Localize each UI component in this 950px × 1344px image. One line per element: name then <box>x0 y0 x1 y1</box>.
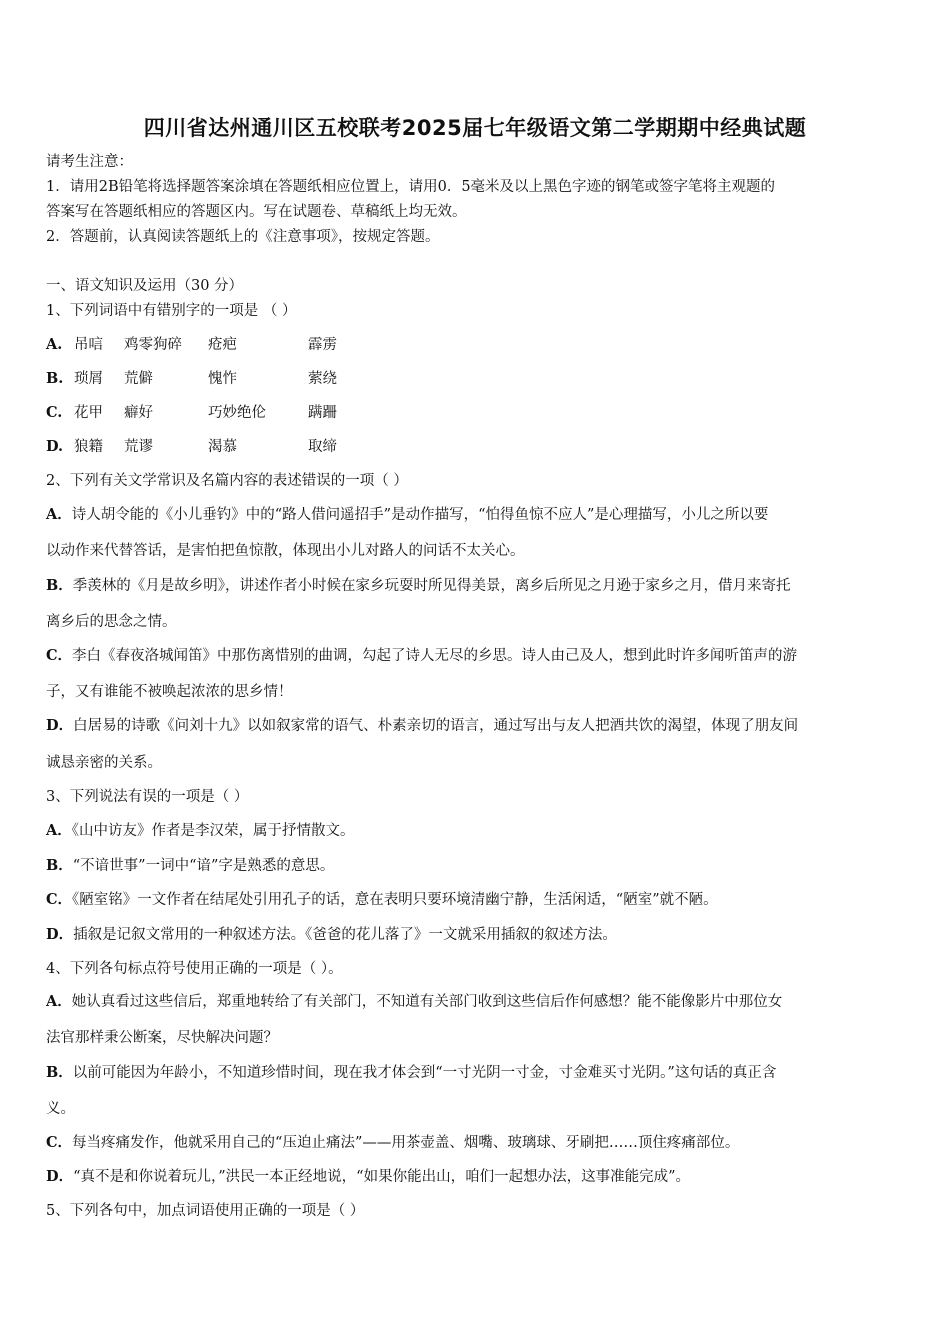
option-letter: A． <box>46 822 72 839</box>
question-2-option-b-line1 <box>46 577 916 595</box>
question-4-option-c <box>46 1134 916 1152</box>
option-letter: C． <box>46 1134 73 1151</box>
option-letter: C. <box>46 404 63 421</box>
option-word: 荒僻 <box>124 371 153 387</box>
option-letter: A． <box>46 993 72 1010</box>
question-3-option-a <box>46 822 916 840</box>
option-text: 《山中访友》作者是李汉荣，属于抒情散文。 <box>71 823 355 839</box>
option-word: 巧妙绝伦 <box>208 405 266 421</box>
question-1-option-a <box>46 336 337 354</box>
notice-heading: 请考生注意： <box>46 154 133 170</box>
option-text: “真不是和你说着玩儿，”洪民一本正经地说，“如果你能出山，咱们一起想办法，这事准能完成”。 <box>73 1169 690 1185</box>
option-word: 花甲 <box>74 405 103 421</box>
question-1-stem: 1、下列词语中有错别字的一项是 （ ） <box>46 303 297 319</box>
question-1-option-b <box>46 370 337 388</box>
option-letter: C． <box>46 891 73 908</box>
option-text: 每当疼痛发作，他就采用自己的“压迫止痛法”——用茶壶盖、烟嘴、玻璃球、牙刷把……顶住疼痛部位。 <box>72 1135 740 1151</box>
option-word: 萦绕 <box>308 371 337 387</box>
option-letter: D． <box>46 1168 74 1185</box>
page-title: 四川省达州通川区五校联考2025届七年级语文第二学期期中经典试题 <box>143 116 807 140</box>
option-text: 以前可能因为年龄小，不知道珍惜时间，现在我才体会到“一寸光阴一寸金，寸金难买寸光阴。”这句话的真正含 <box>72 1065 777 1081</box>
question-3-option-b <box>46 857 916 875</box>
option-word: 癖好 <box>124 405 153 421</box>
option-word: 霹雳 <box>308 337 337 353</box>
option-text: 《陋室铭》一文作者在结尾处引用孔子的话，意在表明只要环境清幽宁静，生活闲适，“陋室”就不陋。 <box>72 892 718 908</box>
question-2-option-a-line1 <box>46 506 916 524</box>
question-4-option-b-line1 <box>46 1064 916 1082</box>
option-text: 诗人胡令能的《小儿垂钓》中的“路人借问遥招手”是动作描写，“怕得鱼惊不应人”是心理描写，小儿之所以要 <box>71 507 769 523</box>
question-4-option-a-line1 <box>46 993 916 1011</box>
option-word: 狼籍 <box>74 439 103 455</box>
option-word: 取缔 <box>308 439 337 455</box>
question-5-stem: 5、下列各句中，加点词语使用正确的一项是（ ） <box>46 1203 365 1219</box>
notice-line-1b: 答案写在答题纸相应的答题区内。写在试题卷、草稿纸上均无效。 <box>46 204 467 220</box>
question-4-option-b-line2: 义。 <box>46 1101 75 1117</box>
option-text: 李白《春夜洛城闻笛》中那伤离惜别的曲调，勾起了诗人无尽的乡思。诗人由己及人，想到此时许多闻听笛声的游 <box>72 648 798 664</box>
option-letter: A． <box>46 506 72 523</box>
option-letter: C． <box>46 647 73 664</box>
option-letter: B. <box>46 370 64 387</box>
option-letter: D． <box>46 717 74 734</box>
question-2-stem: 2、下列有关文学常识及名篇内容的表述错误的一项（ ） <box>46 473 408 489</box>
option-word: 吊唁 <box>74 337 103 353</box>
option-word: 琐屑 <box>74 371 103 387</box>
option-letter: D. <box>46 438 64 455</box>
section-heading: 一、语文知识及运用（30 分） <box>46 278 244 294</box>
question-4-option-a-line2: 法官那样秉公断案，尽快解决问题？ <box>46 1030 278 1046</box>
option-word: 愧怍 <box>208 371 237 387</box>
question-2-option-a-line2: 以动作来代替答话，是害怕把鱼惊散，体现出小儿对路人的问话不太关心。 <box>46 543 525 559</box>
option-word: 渴慕 <box>208 439 237 455</box>
option-text: 白居易的诗歌《问刘十九》以如叙家常的语气、朴素亲切的语言，通过写出与友人把酒共饮的渴望，体现了朋友间 <box>73 718 799 734</box>
question-2-option-b-line2: 离乡后的思念之情。 <box>46 614 177 630</box>
option-word: 疮疤 <box>208 337 237 353</box>
option-text: 她认真看过这些信后，郑重地转给了有关部门，不知道有关部门收到这些信后作何感想？能不能像影片中那位女 <box>71 994 783 1010</box>
question-4-stem: 4、下列各句标点符号使用正确的一项是（ ）。 <box>46 961 343 977</box>
notice-line-1a: 1．请用2B铅笔将选择题答案涂填在答题纸相应位置上，请用0．5毫米及以上黑色字迹的钢笔或签字笔将主观题的 <box>46 179 776 195</box>
question-3-stem: 3、下列说法有误的一项是（ ） <box>46 789 249 805</box>
option-letter: B． <box>46 857 73 874</box>
question-3-option-c <box>46 891 916 909</box>
question-4-option-d <box>46 1168 916 1186</box>
option-text: 季羡林的《月是故乡明》，讲述作者小时候在家乡玩耍时所见得美景，离乡后所见之月逊于家乡之月，借月来寄托 <box>72 578 791 594</box>
question-2-option-d-line2: 诚恳亲密的关系。 <box>46 755 162 771</box>
question-3-option-d <box>46 926 916 944</box>
question-1-option-d <box>46 438 337 456</box>
option-word: 蹒跚 <box>308 405 337 421</box>
question-2-option-d-line1 <box>46 717 916 735</box>
option-letter: A. <box>46 336 63 353</box>
option-text: “不谙世事”一词中“谙”字是熟悉的意思。 <box>72 858 335 874</box>
question-2-option-c-line1 <box>46 647 916 665</box>
question-1-option-c <box>46 404 337 422</box>
question-2-option-c-line2: 子，又有谁能不被唤起浓浓的思乡情！ <box>46 684 293 700</box>
option-word: 鸡零狗碎 <box>124 337 182 353</box>
option-letter: B． <box>46 1064 73 1081</box>
option-text: 插叙是记叙文常用的一种叙述方法。《爸爸的花儿落了》一文就采用插叙的叙述方法。 <box>73 927 617 943</box>
option-word: 荒谬 <box>124 439 153 455</box>
notice-line-2: 2．答题前，认真阅读答题纸上的《注意事项》，按规定答题。 <box>46 229 440 245</box>
option-letter: B． <box>46 577 73 594</box>
option-letter: D． <box>46 926 74 943</box>
